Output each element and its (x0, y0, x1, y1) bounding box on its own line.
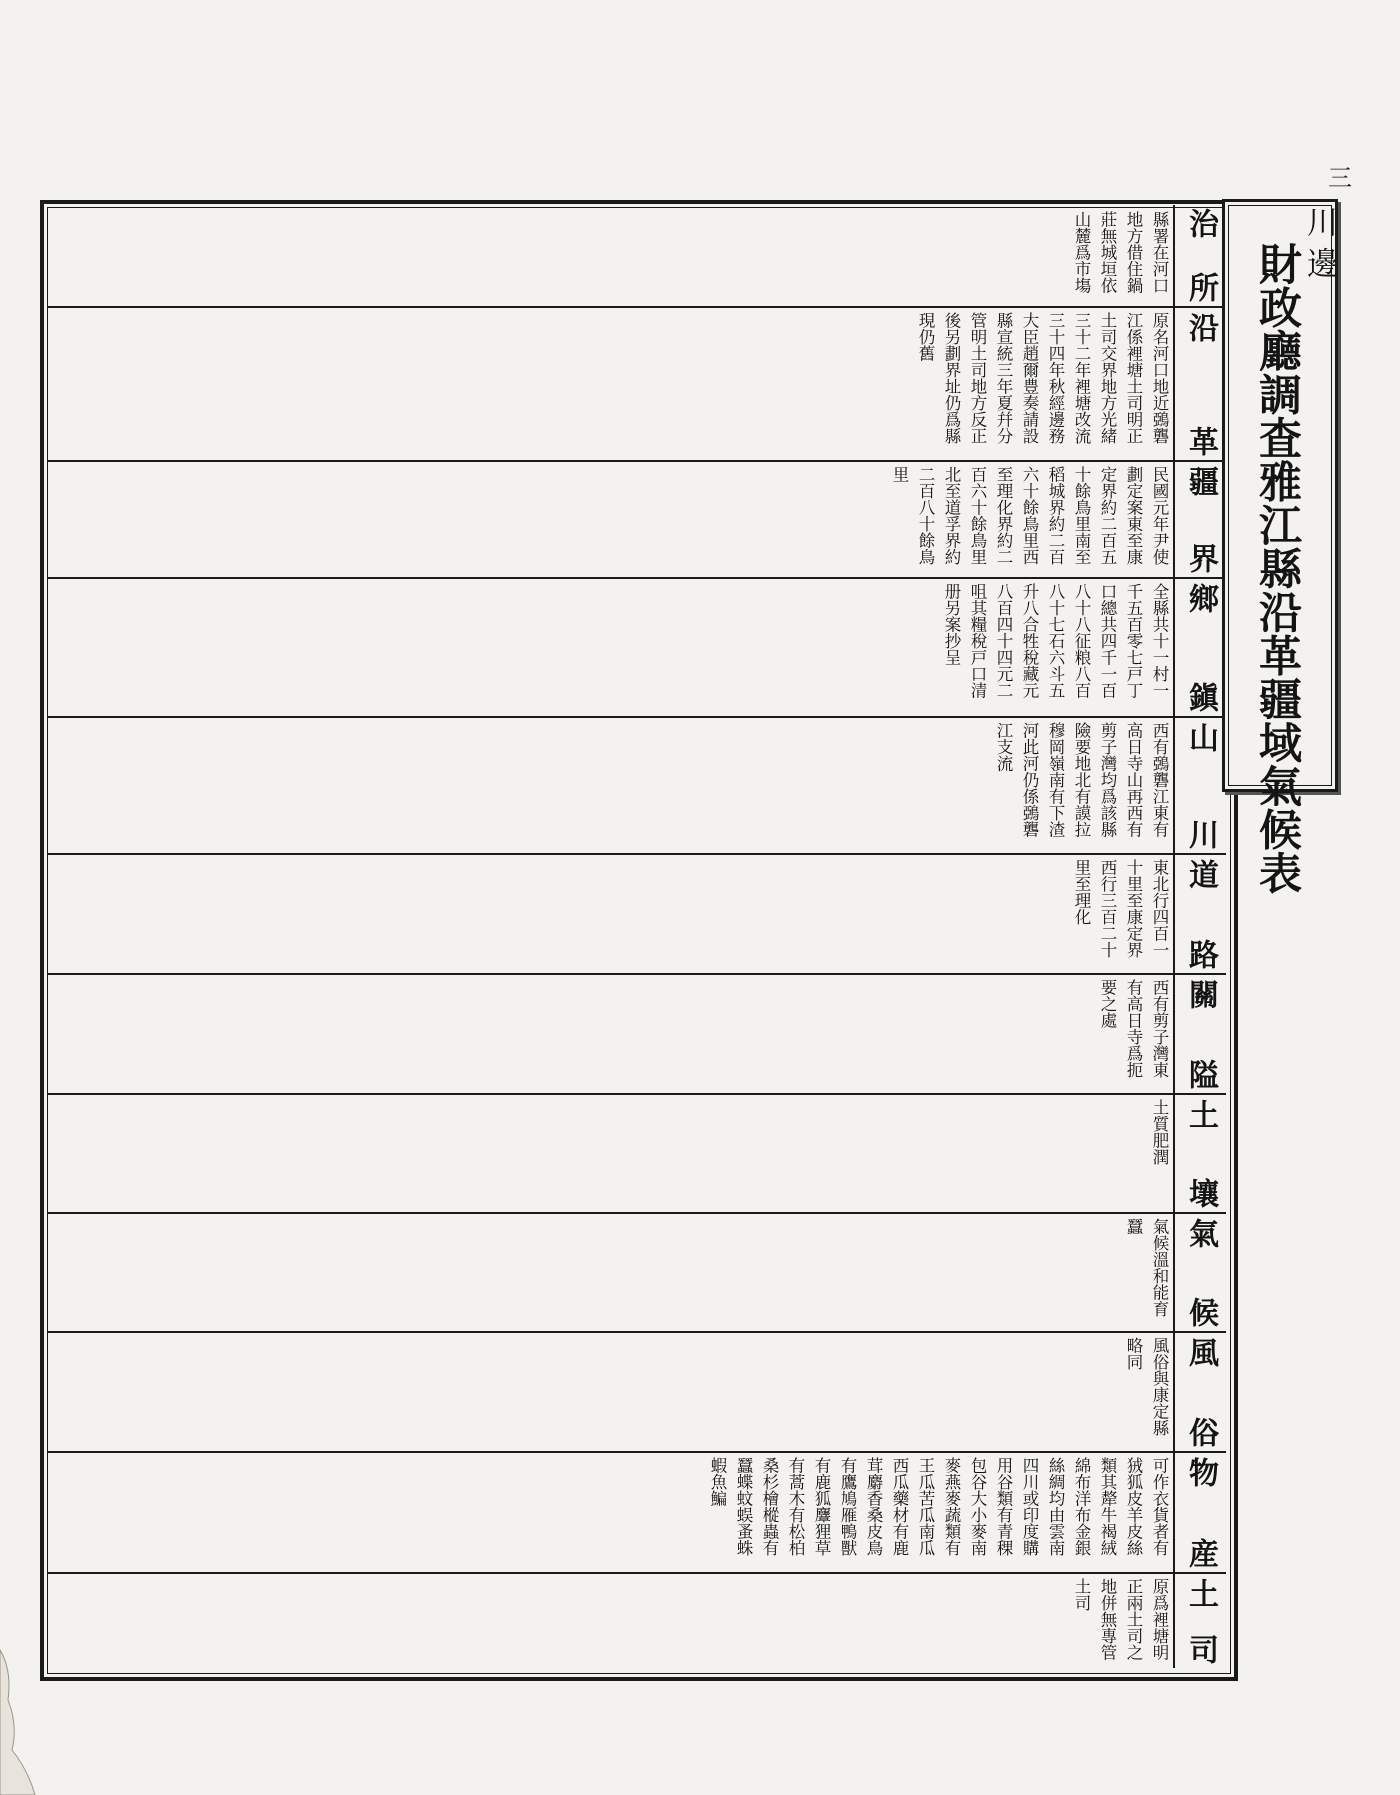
row-header-shanchuan: 山川 (1183, 722, 1218, 849)
row-header-qihou: 氣候 (1183, 1218, 1218, 1327)
torn-edge-graphic (0, 1630, 50, 1795)
row-header-jiangjie: 疆界 (1183, 466, 1218, 573)
header-column-divider (1173, 205, 1175, 1668)
title-main: 財政廳調査雅江縣沿革疆域氣候表 (1252, 242, 1302, 895)
row-divider (48, 716, 1226, 718)
row-divider (48, 1212, 1226, 1214)
row-content-jiangjie: 民國元年尹使 劃定案東至康 定界約二百五 十餘鳥里南至 稻城界約二百 六十餘鳥里西 至理化界約二 百六十餘鳥里 北至道孚界約 二百八十餘鳥 里 (890, 466, 1169, 565)
row-content-shanchuan: 西有鵶礱江東有 高日寺山再西有 剪子灣均爲該縣 險要地北有謨拉 穆岡嶺南有下渣 河此河仍係鵶礱 江支流 (994, 722, 1169, 838)
row-divider (48, 306, 1226, 308)
row-content-zhisuo: 縣署在河口 地方借住鍋 莊無城垣依 山麓爲市塲 (1072, 211, 1169, 294)
row-divider (48, 577, 1226, 579)
row-content-qihou: 氣候溫和能育 蠶 (1124, 1218, 1169, 1317)
page-number: 三 (1328, 164, 1352, 192)
row-divider (48, 853, 1226, 855)
row-header-tusi: 土司 (1183, 1578, 1218, 1664)
row-header-daolu: 道路 (1183, 859, 1218, 969)
row-content-tusi: 原爲裡塘明 正兩土司之 地併無專管 土司 (1072, 1578, 1169, 1661)
title-prefix: 川邊 (1301, 206, 1337, 288)
row-header-wuchan: 物産 (1183, 1457, 1218, 1568)
row-header-zhisuo: 治所 (1183, 208, 1218, 302)
row-header-xiangzhen: 鄉鎭 (1183, 583, 1218, 712)
row-divider (48, 1572, 1226, 1574)
title-box (1222, 199, 1338, 895)
row-divider (48, 460, 1226, 462)
row-content-turang: 土質肥潤 (1150, 1099, 1169, 1165)
row-header-yange: 沿革 (1183, 312, 1218, 456)
row-divider (48, 1331, 1226, 1333)
row-content-xiangzhen: 全縣共十一村一 千五百零七戸丁 口總共四千一百 八十八征粮八百 八十七石六斗五 升八合牲稅藏元 八百四十四元二 咀其糧稅戸口清 册另案抄呈 (942, 583, 1169, 699)
row-header-turang: 土壤 (1183, 1099, 1218, 1208)
row-content-wuchan: 可作衣貨者有 狨狐皮羊皮絲 類其犛牛褐絨 綿布洋布金銀 絲綢均由雲南 四川或印度購 用谷類有青稞 包谷大小麥南 麥燕麥蔬類有 王瓜苦瓜南瓜 西瓜藥材有鹿 茸麝香桑皮鳥 有鷹鳩雁鴨獸 有鹿狐麞狸草 有蒿木有松柏 桑杉檜樅蟲有 蠶蝶蚊蜈蚤蛛 蝦魚鯿 (708, 1457, 1169, 1556)
row-header-guanai: 關隘 (1183, 979, 1218, 1089)
row-content-yange: 原名河口地近鵶礱 江係裡塘土司明正 土司交界地方光緒 三十二年裡塘改流 三十四年秋經邊務 大臣趙爾豊奏請設 縣宣統三年夏幷分 管明土司地方反正 後另劃界址仍爲縣 現仍舊 (916, 312, 1169, 444)
row-content-daolu: 東北行四百一 十里至康定界 西行三百二十 里至理化 (1072, 859, 1169, 958)
row-divider (48, 973, 1226, 975)
row-divider (48, 1451, 1226, 1453)
row-header-fengsu: 風俗 (1183, 1337, 1218, 1447)
row-content-guanai: 西有剪子灣東 有高日寺爲扼 要之處 (1098, 979, 1169, 1078)
row-content-fengsu: 風俗與康定縣 略同 (1124, 1337, 1169, 1436)
row-divider (48, 1093, 1226, 1095)
